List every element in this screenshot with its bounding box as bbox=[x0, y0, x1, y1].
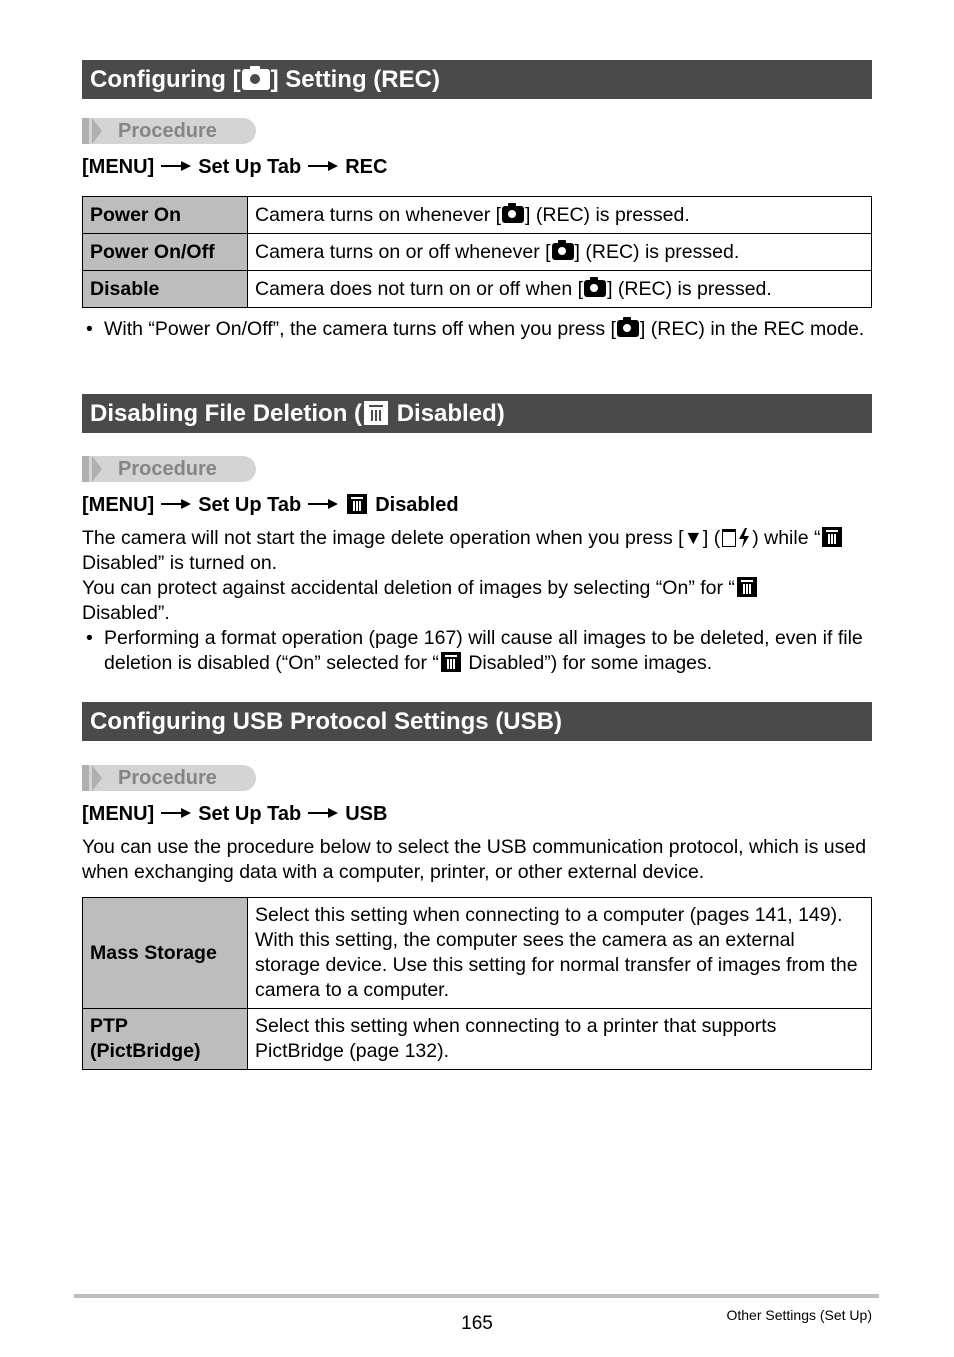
delete-disabled-body bbox=[82, 526, 872, 676]
setting-description: Camera turns on or off whenever [ ] (REC) is pressed. bbox=[248, 234, 872, 271]
menu-path bbox=[82, 154, 387, 180]
setting-name: Mass Storage bbox=[83, 898, 248, 1009]
page-number: 165 bbox=[461, 1313, 493, 1334]
menu-step: [MENU] bbox=[82, 494, 155, 516]
paragraph: The camera will not start the image delete operation when you press [▼] ( ) while “ Disabled” is turned on. bbox=[82, 526, 872, 576]
procedure-label: Procedure bbox=[82, 456, 256, 482]
setting-description: Select this setting when connecting to a computer (pages 141, 149). With this setting, the computer sees the camera as an external storage device. Use this setting for normal transfer of images from the camera to a computer. bbox=[248, 898, 872, 1009]
title-text: Configuring [ bbox=[90, 66, 241, 93]
arrow-right-icon bbox=[308, 498, 338, 510]
section-title-rec bbox=[82, 60, 872, 99]
setting-name: Disable bbox=[83, 271, 248, 308]
setting-description: Camera turns on whenever [ ] (REC) is pressed. bbox=[248, 197, 872, 234]
section-title-delete-disabled bbox=[82, 394, 872, 433]
camera-icon bbox=[584, 280, 606, 297]
menu-path bbox=[82, 801, 387, 827]
arrow-right-icon bbox=[161, 807, 191, 819]
menu-path bbox=[82, 492, 459, 518]
setting-name: Power On/Off bbox=[83, 234, 248, 271]
table-row bbox=[83, 898, 872, 1009]
usb-settings-table bbox=[82, 897, 872, 1070]
note: • Performing a format operation (page 167) will cause all images to be deleted, even if file deletion is disabled (“On” selected for “ Disabled”) for some images. bbox=[82, 626, 872, 676]
setting-description: Select this setting when connecting to a printer that supports PictBridge (page 132). bbox=[248, 1009, 872, 1070]
menu-step: Disabled bbox=[375, 494, 459, 516]
usb-intro: You can use the procedure below to select the USB communication protocol, which is used when exchanging data with a computer, printer, or other external device. bbox=[82, 836, 867, 883]
rec-note: • With “Power On/Off”, the camera turns off when you press [ ] (REC) in the REC mode. bbox=[82, 317, 872, 342]
footer-section-name: Other Settings (Set Up) bbox=[726, 1307, 872, 1323]
procedure-label: Procedure bbox=[82, 118, 256, 144]
table-row bbox=[83, 197, 872, 234]
menu-step: Set Up Tab bbox=[198, 156, 302, 178]
table-row bbox=[83, 234, 872, 271]
arrow-right-icon bbox=[308, 807, 338, 819]
menu-step: [MENU] bbox=[82, 156, 155, 178]
camera-icon bbox=[617, 320, 639, 337]
camera-icon bbox=[502, 206, 524, 223]
camera-icon bbox=[552, 243, 574, 260]
trash-icon bbox=[441, 652, 461, 672]
menu-step: USB bbox=[345, 803, 388, 825]
arrow-right-icon bbox=[161, 498, 191, 510]
setting-description: Camera does not turn on or off when [ ] (REC) is pressed. bbox=[248, 271, 872, 308]
title-text: Disabled) bbox=[390, 400, 505, 427]
camera-icon bbox=[242, 69, 270, 90]
menu-step: REC bbox=[345, 156, 388, 178]
arrow-right-icon bbox=[308, 160, 338, 172]
menu-step: Set Up Tab bbox=[198, 803, 302, 825]
trash-icon bbox=[347, 494, 367, 514]
title-text: ] Setting (REC) bbox=[270, 66, 440, 93]
flash-icon bbox=[738, 528, 750, 548]
footer-divider bbox=[74, 1294, 879, 1298]
arrow-right-icon bbox=[161, 160, 191, 172]
rec-settings-table bbox=[82, 196, 872, 308]
procedure-label: Procedure bbox=[82, 765, 256, 791]
table-row bbox=[83, 1009, 872, 1070]
trash-outline-icon bbox=[722, 529, 736, 547]
setting-name: Power On bbox=[83, 197, 248, 234]
title-text: Disabling File Deletion ( bbox=[90, 400, 363, 427]
menu-step: Set Up Tab bbox=[198, 494, 302, 516]
section-title-usb: Configuring USB Protocol Settings (USB) bbox=[82, 702, 872, 741]
trash-icon bbox=[737, 577, 757, 597]
setting-name: PTP (PictBridge) bbox=[83, 1009, 248, 1070]
paragraph: You can protect against accidental deletion of images by selecting “On” for “ Disabled”. bbox=[82, 576, 872, 626]
table-row bbox=[83, 271, 872, 308]
menu-step: [MENU] bbox=[82, 803, 155, 825]
trash-icon bbox=[364, 401, 388, 425]
trash-icon bbox=[822, 527, 842, 547]
